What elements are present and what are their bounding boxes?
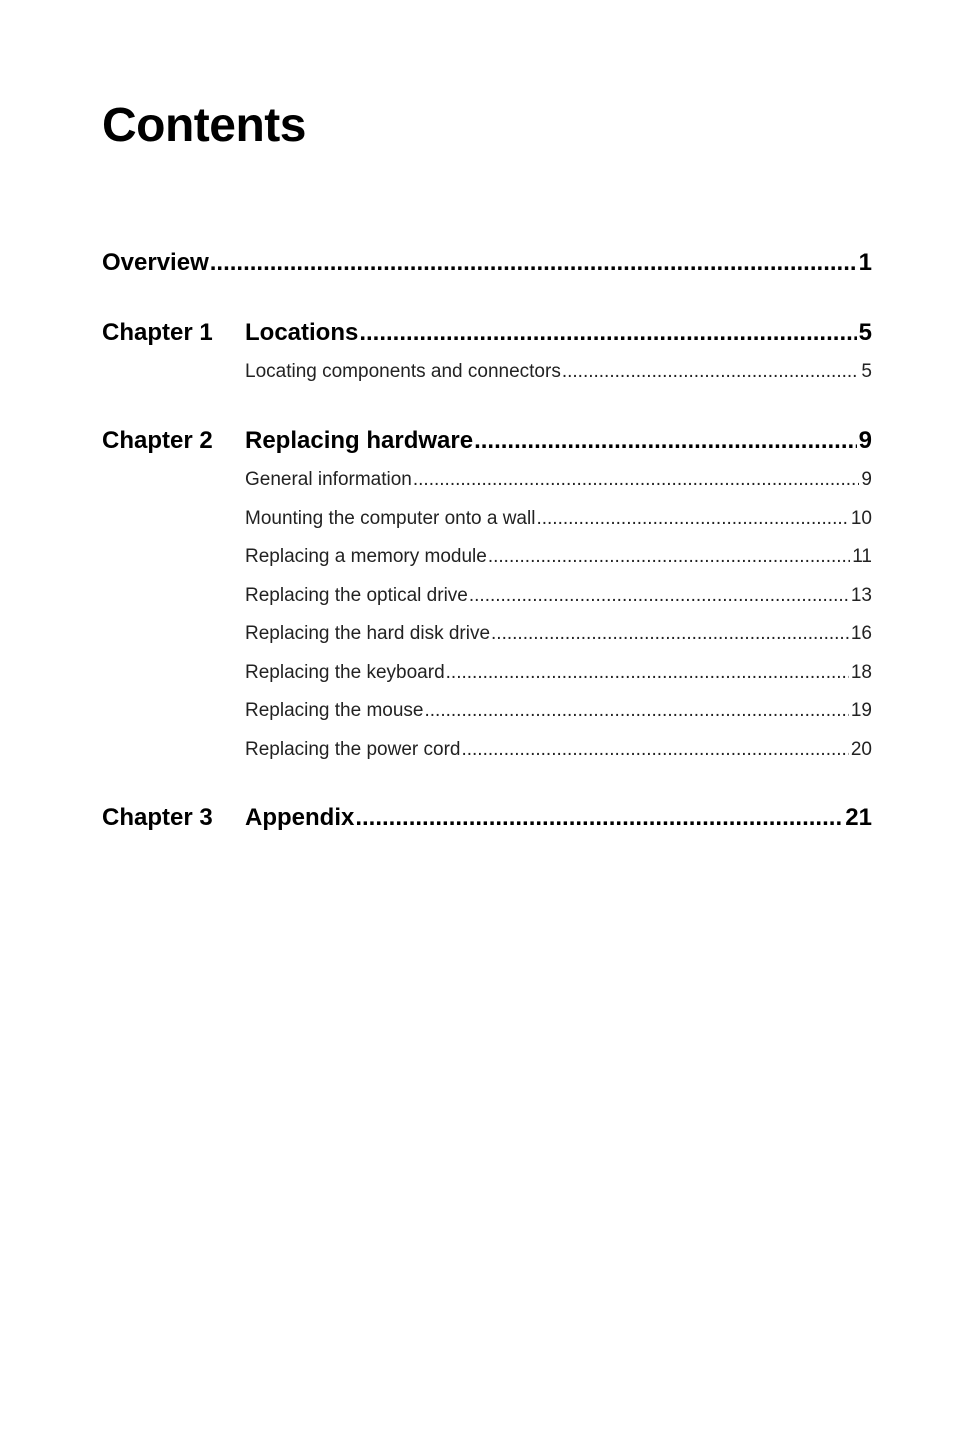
chapter-label: Chapter 1 xyxy=(102,319,213,346)
dot-leader xyxy=(355,803,843,833)
dot-leader xyxy=(469,583,849,609)
chapter-label: Chapter 3 xyxy=(102,804,213,831)
toc-page-number: 11 xyxy=(852,546,872,567)
dot-leader xyxy=(536,506,848,532)
toc-page-number: 19 xyxy=(850,700,872,721)
toc-page-number: 9 xyxy=(858,427,872,454)
toc-section-title: General information xyxy=(245,469,412,490)
toc-section-item[interactable] xyxy=(245,621,872,647)
toc-page-number: 5 xyxy=(861,361,872,382)
toc-section-title: Mounting the computer onto a wall xyxy=(245,508,536,529)
toc-page-number: 5 xyxy=(858,319,872,346)
toc-section-item[interactable] xyxy=(245,737,872,763)
toc-page-number: 1 xyxy=(858,249,872,276)
toc-entry-title: Locations xyxy=(245,319,359,346)
toc-page-number: 18 xyxy=(850,662,872,683)
toc-section-item[interactable] xyxy=(245,544,872,570)
toc-page-number: 20 xyxy=(850,739,872,760)
toc-entry-title: Overview xyxy=(102,249,209,276)
toc-section-item[interactable] xyxy=(245,467,872,493)
toc-section-title: Replacing the optical drive xyxy=(245,585,468,606)
dot-leader xyxy=(488,544,850,570)
toc-entry-title: Replacing hardware xyxy=(245,427,474,454)
dot-leader xyxy=(474,426,857,456)
toc-page-number: 16 xyxy=(850,623,872,644)
toc-section-item[interactable] xyxy=(245,359,872,385)
toc-page-number: 9 xyxy=(861,469,872,490)
dot-leader xyxy=(359,318,856,348)
toc-entry-chapter-1[interactable] xyxy=(102,318,872,348)
toc-section-title: Replacing the hard disk drive xyxy=(245,623,491,644)
dot-leader xyxy=(491,621,849,647)
toc-section-item[interactable] xyxy=(245,583,872,609)
dot-leader xyxy=(562,359,860,385)
page-title: Contents xyxy=(102,99,306,152)
toc-page-number: 13 xyxy=(850,585,872,606)
toc-section-item[interactable] xyxy=(245,660,872,686)
toc-section-title: Replacing the mouse xyxy=(245,700,424,721)
toc-section-title: Locating components and connectors xyxy=(245,361,561,382)
toc-entry-overview[interactable] xyxy=(102,248,872,278)
toc-page-number: 10 xyxy=(850,508,872,529)
dot-leader xyxy=(461,737,848,763)
dot-leader xyxy=(413,467,860,493)
toc-section-title: Replacing the keyboard xyxy=(245,662,445,683)
dot-leader xyxy=(446,660,849,686)
toc-entry-chapter-2[interactable] xyxy=(102,426,872,456)
dot-leader xyxy=(210,248,857,278)
toc-page-number: 21 xyxy=(845,804,872,831)
toc-entry-title: Appendix xyxy=(245,804,355,831)
toc-section-item[interactable] xyxy=(245,506,872,532)
toc-section-item[interactable] xyxy=(245,698,872,724)
toc-entry-chapter-3[interactable] xyxy=(102,803,872,833)
chapter-label: Chapter 2 xyxy=(102,427,213,454)
dot-leader xyxy=(425,698,849,724)
toc-section-title: Replacing the power cord xyxy=(245,739,461,760)
toc-section-title: Replacing a memory module xyxy=(245,546,487,567)
